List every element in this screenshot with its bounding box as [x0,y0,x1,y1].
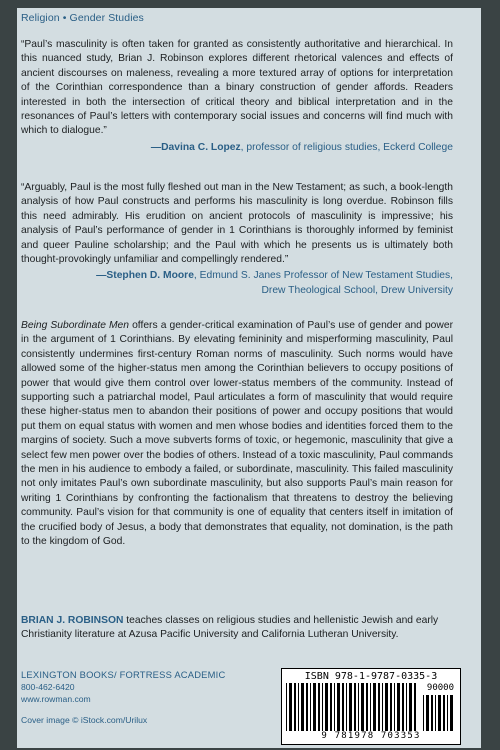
barcode-bars [286,683,418,731]
blurb-attribution [21,269,453,298]
blurb-author-name: —Stephen D. Moore [96,270,194,282]
barcode-bar [394,683,395,731]
blurb-moore [21,181,453,298]
barcode-bar [337,683,340,731]
barcode-bar [330,683,332,731]
barcode-bar [373,683,376,731]
book-title: Being Subordinate Men [21,320,130,331]
barcode-bar [354,683,356,731]
blurb-quote: “Arguably, Paul is the most fully fleshed out man in the New Testament; as such, a book-length analysis of how Paul constructs and performs his masculinity is long overdue. Robinson fills this need admirably. His erudition on ancient protocols of masculinity is impressive; his analysis of Paul’s performance of gender in 1 Corinthians is thoroughly informed by feminist and queer Pauline scholarship; and the Paul with which he presents us is ultimately both thought-provokingly unfamiliar and compellingly rendered.” [21,182,453,266]
barcode-bar [334,683,335,731]
blurb-author-name: —Davina C. Lopez [150,141,241,153]
barcode-bar [406,683,407,731]
barcode-bar [301,683,304,731]
isbn-barcode [281,668,461,745]
price-code: 90000 [426,683,454,693]
barcode-bar [366,683,368,731]
barcode-bar [349,683,352,731]
publisher-phone: 800-462-6420 [21,682,75,692]
cover-image-credit: Cover image © iStock.com/Urilux [21,715,148,725]
bio-text: teaches classes on religious studies and hellenistic Jewish and early Christianity literature at Azusa Pacific University and California Lutheran University. [21,615,439,641]
barcode-bar [289,683,292,731]
barcode-bar [385,683,388,731]
description-text: offers a gender-critical examination of Paul’s use of gender and power in the argument of 1 Corinthians. By elevating femininity and misperforming masculinity, Paul consistently undermines first-century Roman norms of masculinity. Such norms would have allowed some of the higher-status men among the Corinthian believers to occupy positions of power that would give them control over lower-status members of the community. Instead of supporting such a patriarchal model, Paul articulates a form of masculinity that would require these higher-status men to abandon their positions of power and occupy positions that would put them on equal status with women and men whose bodies and identities forced them to the margins of society. Such a move subverts forms of toxic, or hegemonic, masculinity that give a select few men power over the bodies of others. Instead of a toxic masculinity, Paul commands the men in his audience to embody a failed, or subordinate, masculinity. This failed masculinity not only imitates Paul’s own subordinate masculinity, but also supports Paul’s main reason for writing 1 Corinthians by confronting the factionalism that threatens to destroy the believing community. Paul’s vision for that community is one of equality that centers itself in imitation of the crucified body of Jesus, a body that demonstrates that equality, not domination, is the path to the kingdom of God. [21,320,454,548]
barcode-bar [370,683,371,731]
blurb-attribution [21,141,453,155]
barcode-bar [306,683,308,731]
barcode-bar [447,695,448,731]
isbn-number: ISBN 978-1-9787-0335-3 [304,671,438,682]
barcode-bar [382,683,383,731]
barcode-bar [414,683,416,731]
barcode-bar [342,683,344,731]
barcode-bar [438,695,441,731]
publisher-info [21,669,225,705]
publisher-name: LEXINGTON BOOKS/ FORTRESS ACADEMIC [21,669,226,680]
publisher-url[interactable]: www.rowman.com [21,694,91,704]
barcode-bar [409,683,412,731]
barcode-bar [450,695,453,731]
barcode-bar [358,683,359,731]
category-label: Religion • Gender Studies [21,12,144,24]
barcode-bar [397,683,400,731]
barcode-bar [325,683,328,731]
barcode-bar [318,683,320,731]
author-bio [21,614,453,643]
barcode-bar [435,695,436,731]
barcode-bar [378,683,380,731]
barcode-bar [423,695,424,731]
barcode-bar [286,683,287,731]
blurb-quote: “Paul’s masculinity is often taken for granted as consistently authoritative and hierarchical. In this nuanced study, Brian J. Robinson explores different rhetorical valences and effects of ancient discourses on maleness, revealing a more textured array of options for interpretation of the Corinthian correspondence than a binary construction of gender affords. Readers interested in both the intersection of critical theory and biblical interpretation and in the resonances of Paul’s letters with contemporary social issues and concerns will find much with which to dialogue.” [21,39,453,137]
blurb-author-affiliation-line2: Drew Theological School, Drew University [261,284,453,296]
barcode-bar [431,695,433,731]
barcode-bar [294,683,296,731]
barcode-bar [298,683,299,731]
barcode-bar [322,683,323,731]
barcode-bar [313,683,316,731]
barcode-bar [402,683,404,731]
author-name: BRIAN J. ROBINSON [21,615,124,626]
barcode-digits: 9 781978 703353 [321,731,421,741]
barcode-bar [390,683,392,731]
blurb-author-affiliation: , professor of religious studies, Eckerd College [240,141,453,153]
barcode-bar [361,683,364,731]
barcode-bar [426,695,429,731]
price-barcode-bars [423,695,455,731]
book-description [21,319,453,550]
blurb-author-affiliation: , Edmund S. Janes Professor of New Testament Studies, [193,270,453,282]
blurb-lopez [21,38,453,155]
barcode-bar [443,695,445,731]
barcode-bar [346,683,347,731]
barcode-bar [310,683,311,731]
